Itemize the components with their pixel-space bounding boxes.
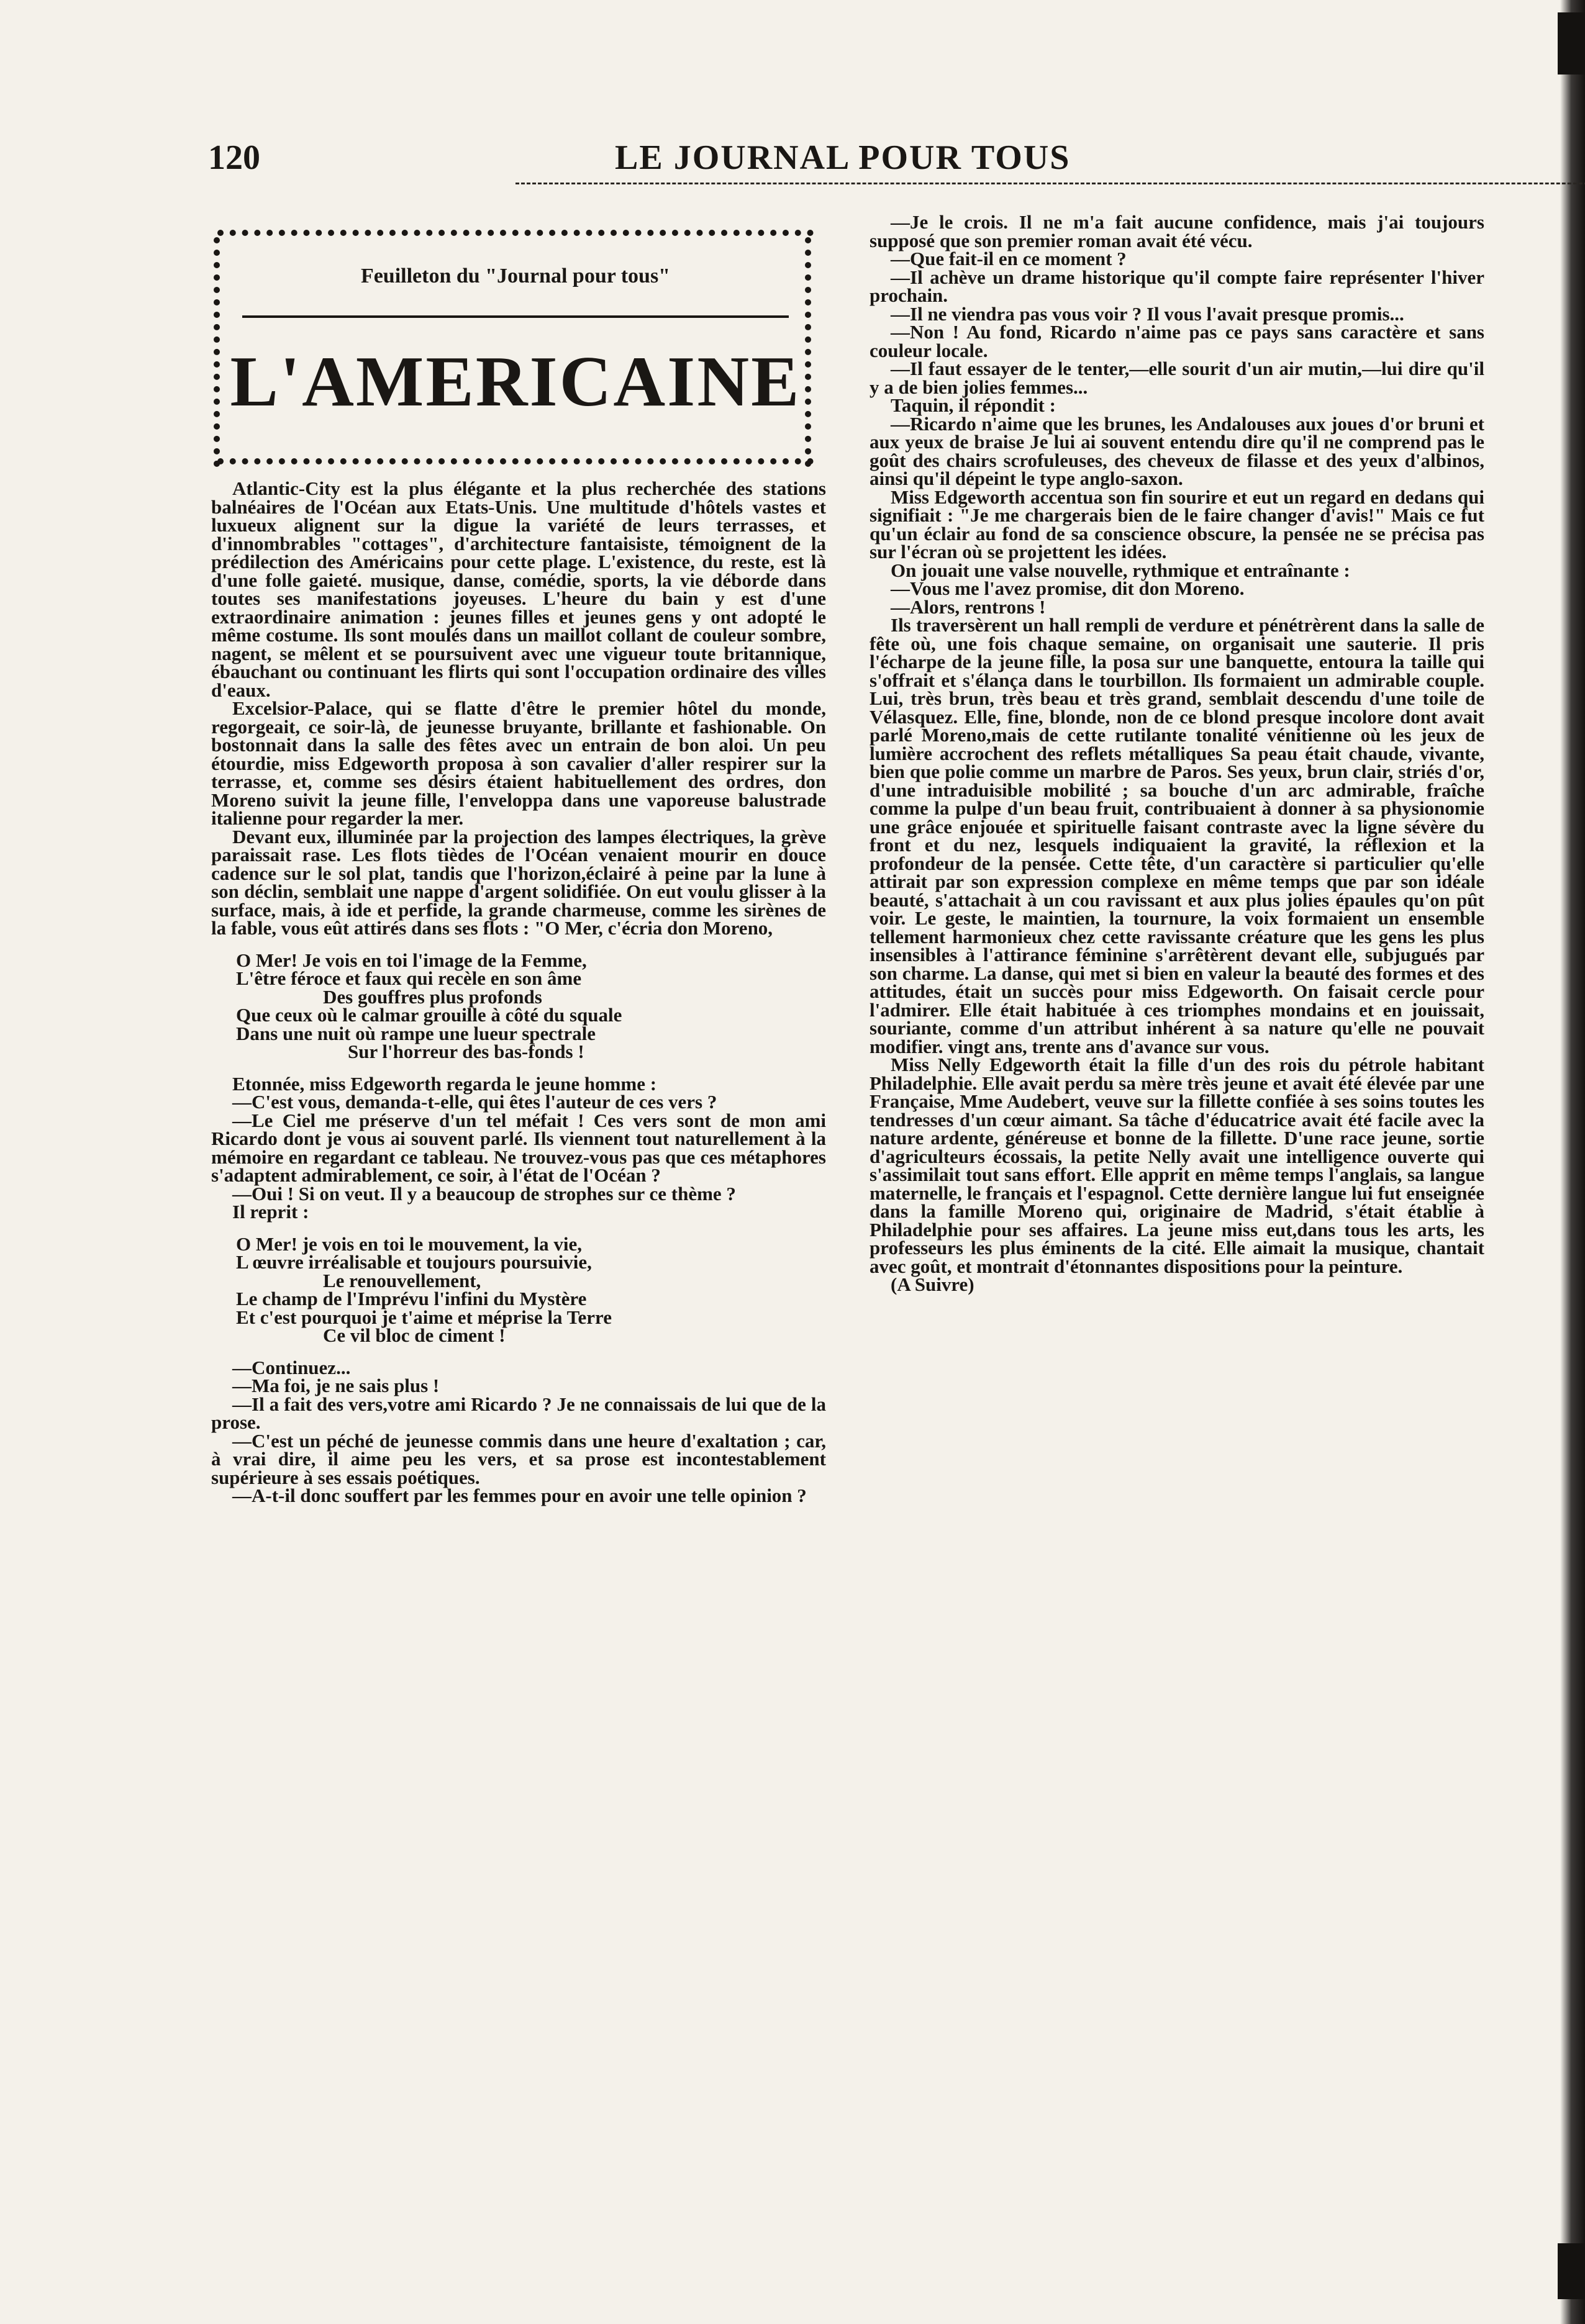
paragraph: —Ricardo n'aime que les brunes, les Andalouses aux joues d'or bruni et aux yeux de braise Je lui ai souvent entendu dire qu'il ne comprend pas le goût des chairs scrofuleuses, des cheveux de filasse et des yeux d'albinos, ainsi qu'il dépeint le type anglo-saxon. xyxy=(870,412,1484,489)
paragraph: —Il achève un drame historique qu'il compte faire représenter l'hiver prochain. xyxy=(870,266,1484,306)
paragraph: Atlantic-City est la plus élégante et la plus recherchée des stations balnéaires de l'Océan aux Etats-Unis. Une multitude d'hôtels vastes et luxueux alignent sur la digue la variété de leurs terrasses, et d'innombrables "cottages", d'architecture fantaisiste, témoignent de la prédilection des Américains pour cette plage. L'existence, du reste, est là d'une folle gaieté. musique, danse, comédie, sports, la vie déborde dans toutes ses manifestations joyeuses. L'heure du bain y est d'une extraordinaire animation : jeunes filles et jeunes gens y ont adopté le même costume. Ils sont moulés dans un maillot collant de couleur sombre, nagent, se mêlent et se poursuivent avec une vigueur toute britannique, ébauchant ou continuant les flirts qui sont l'occupation ordinaire des villes d'eaux. xyxy=(211,477,826,701)
paragraph: Miss Nelly Edgeworth était la fille d'un des rois du pétrole habitant Philadelphie. Elle avait perdu sa mère très jeune et avait été élevée par une Française, Mme Audebert, veuve sur la fillette confiée à ses soins toutes les tendresses d'un cœur aimant. Sa tâche d'éducatrice avait été facile avec la nature ardente, généreuse et bonne de la fillette. D'une race jeune, sortie d'agriculteurs écossais, la petite Nelly avait une intelligence ouverte qui s'assimilait tout sans effort. Elle apprit en même temps l'anglais, sa langue maternelle, le français et l'espagnol. Cette dernière langue lui fut enseignée dans la famille Moreno qui, originaire de Madrid, s'était établie à Philadelphie pour ses affaires. La jeune miss eut,dans tous les arts, les professeurs les plus éminents de la cité. Elle aimait la musique, chantait avec goût, et montrait d'étonnantes dispositions pour la peinture. xyxy=(870,1054,1484,1277)
poem-line: Ce vil bloc de ciment ! xyxy=(323,1324,506,1346)
poem-line: Le champ de l'Imprévu l'infini du Mystère xyxy=(236,1288,587,1309)
edge-mark xyxy=(1558,2243,1585,2299)
paragraph: Miss Edgeworth accentua son fin sourire et eut un regard en dedans qui signifiait : "Je me chargerais bien de le faire changer d'avis!" Mais ce fut qu'un éclair au fond de sa conscience obscure, la pensée ne se précisa pas sur l'écran où se projettent les idées. xyxy=(870,486,1484,563)
paragraph: —Non ! Au fond, Ricardo n'aime pas ce pays sans caractère et sans couleur locale. xyxy=(870,321,1484,361)
paragraph: —Vous me l'avez promise, dit don Moreno. xyxy=(891,577,1245,599)
story-title: L'AMERICAINE xyxy=(230,342,801,422)
paragraph: —Ma foi, je ne sais plus ! xyxy=(232,1375,440,1396)
left-column xyxy=(211,225,826,1505)
paragraph: —Oui ! Si on veut. Il y a beaucoup de strophes sur ce thème ? xyxy=(232,1182,736,1205)
ornament-border xyxy=(217,230,814,236)
feuilleton-box xyxy=(205,225,826,479)
ornament-border xyxy=(217,458,814,464)
paragraph: —C'est un péché de jeunesse commis dans une heure d'exaltation ; car, à vrai dire, il aime peu les vers, et sa prose est incontestablement supérieure à ses essais poétiques. xyxy=(211,1429,826,1488)
to-be-continued: (A Suivre) xyxy=(891,1273,974,1295)
paragraph: Excelsior-Palace, qui se flatte d'être le premier hôtel du monde, regorgeait, ce soir-là, de jeunesse bruyante, brillante et fashionable. On bostonnait dans la salle des fêtes avec un entrain de bon aloi. Un peu étourdie, miss Edgeworth proposa à son cavalier d'aller respirer sur la terrasse, et, comme ses désirs étaient habituellement des ordres, don Moreno suivit la jeune fille, l'enveloppa dans une vaporeuse balustrade italienne pour regarder la mer. xyxy=(211,697,826,829)
poem-line: Et c'est pourquoi je t'aime et méprise la Terre xyxy=(236,1306,612,1328)
poem-line: Sur l'horreur des bas-fonds ! xyxy=(348,1041,584,1062)
running-title: LE JOURNAL POUR TOUS xyxy=(615,138,1071,177)
header-rule xyxy=(515,183,1585,184)
poem-line: O Mer! je vois en toi le mouvement, la vie, xyxy=(236,1232,582,1255)
paragraph: On jouait une valse nouvelle, rythmique et entraînante : xyxy=(891,559,1350,581)
paragraph: —Il a fait des vers,votre ami Ricardo ? Je ne connaissais de lui que de la prose. xyxy=(211,1393,826,1433)
poem-line: Que ceux où le calmar grouille à côté du squale xyxy=(236,1004,622,1026)
feuilleton-label: Feuilleton du "Journal pour tous" xyxy=(360,265,671,287)
right-column xyxy=(870,213,1484,1294)
page-header xyxy=(205,138,1460,188)
page-edge xyxy=(1560,0,1585,2324)
paragraph: —Le Ciel me préserve d'un tel méfait ! Ces vers sont de mon ami Ricardo dont je vous ai souvent parlé. Ils viennent tout naturellement à la mémoire en regardant ce tableau. Ne trouvez-vous pas que ces métaphores s'adaptent admirablement, ce soir, à l'état de l'Océan ? xyxy=(211,1109,826,1186)
divider xyxy=(242,315,789,318)
paragraph: Il reprit : xyxy=(232,1201,309,1223)
paragraph: —Alors, rentrons ! xyxy=(891,595,1046,618)
poem-line: L'être féroce et faux qui recèle en son âme xyxy=(236,967,582,989)
poem-line: Des gouffres plus profonds xyxy=(323,985,542,1008)
paragraph: —Je le crois. Il ne m'a fait aucune confidence, mais j'ai toujours supposé que son premier roman avait été vécu. xyxy=(870,211,1484,251)
poem xyxy=(211,951,826,1061)
poem-line: Le renouvellement, xyxy=(323,1269,481,1291)
paragraph: —Il faut essayer de le tenter,—elle sourit d'un air mutin,—lui dire qu'il y a de bien jolies femmes... xyxy=(870,358,1484,398)
poem-line: Dans une nuit où rampe une lueur spectrale xyxy=(236,1022,596,1044)
paragraph: Taquin, il répondit : xyxy=(891,394,1056,416)
poem-line: O Mer! Je vois en toi l'image de la Femme, xyxy=(236,949,587,971)
paragraph: Etonnée, miss Edgeworth regarda le jeune homme : xyxy=(232,1072,657,1095)
paragraph: —Il ne viendra pas vous voir ? Il vous l'avait presque promis... xyxy=(891,302,1404,325)
poem xyxy=(211,1232,826,1346)
paragraph: —C'est vous, demanda-t-elle, qui êtes l'auteur de ces vers ? xyxy=(232,1091,717,1113)
edge-mark xyxy=(1558,12,1585,75)
paragraph: Ils traversèrent un hall rempli de verdure et pénétrèrent dans la salle de fête où, une fois chaque semaine, on organisait une sauterie. Il pris l'écharpe de la jeune fille, la posa sur une banquette, entoura la taille qui s'offrait et s'élança dans le tourbillon. Ils formaient un admirable couple. Lui, très brun, très beau et très grand, semblait descendu d'une toile de Vélasquez. Elle, fine, blonde, non de ce blond presque incolore dont avait parlé Moreno,mais de cette rutilante tonalité vénitienne où les jeux de lumière accrochent des reflets métalliques Sa peau était chaude, vivante, bien que polie comme un marbre de Paros. Ses yeux, brun clair, striés d'or, d'une intraduisible mobilité ; sa bouche d'un arc admirable, fraîche comme la pulpe d'un beau fruit, contribuaient à donner à sa physionomie une grâce enjouée et spirituelle faisant contraste avec la ligne sévère du front et du nez, lesquels indiquaient la gravité, la réflexion et la profondeur de la pensée. Cette tête, d'un caractère si particulier qu'elle attirait par son expression complexe en même temps que par son idéale beauté, s'attachait à un cou ravissant et aux plus jolies épaules qu'on pût voir. Le geste, le maintien, la tournure, la voix formaient un ensemble tellement harmonieux chez cette ravissante créature que les gens les plus insensibles à l'attirance féminine s'arrêtèrent devant elle, subjugués par son charme. La danse, qui met si bien en valeur la beauté des formes et des attitudes, était un succès pour miss Edgeworth. On faisait cercle pour l'admirer. Elle était habituée à ces triomphes mondains et en jouissait, souriante, comme d'un attribut inhérent à sa nature qu'elle ne pouvait modifier. vingt ans, trente ans d'avance sur vous. xyxy=(870,614,1484,1057)
paragraph: Devant eux, illuminée par la projection des lampes électriques, la grève paraissait rase. Les flots tièdes de l'Océan venaient mourir en douce cadence sur le sol plat, tandis que l'horizon,éclairé à peine par la lune à son déclin, semblait une nappe d'argent solidifiée. On eut voulu glisser à la surface, mais, à ide et perfide, la grande charmeuse, comme les sirènes de la fable, vous eût attirés dans ses flots : "O Mer, c'écria don Moreno, xyxy=(211,825,826,939)
paragraph: —Que fait-il en ce moment ? xyxy=(891,248,1127,269)
paragraph: —Continuez... xyxy=(232,1356,351,1378)
page-number: 120 xyxy=(208,138,260,177)
poem-line: L œuvre irréalisable et toujours poursuivie, xyxy=(236,1251,592,1273)
paragraph: —A-t-il donc souffert par les femmes pour en avoir une telle opinion ? xyxy=(232,1485,807,1506)
